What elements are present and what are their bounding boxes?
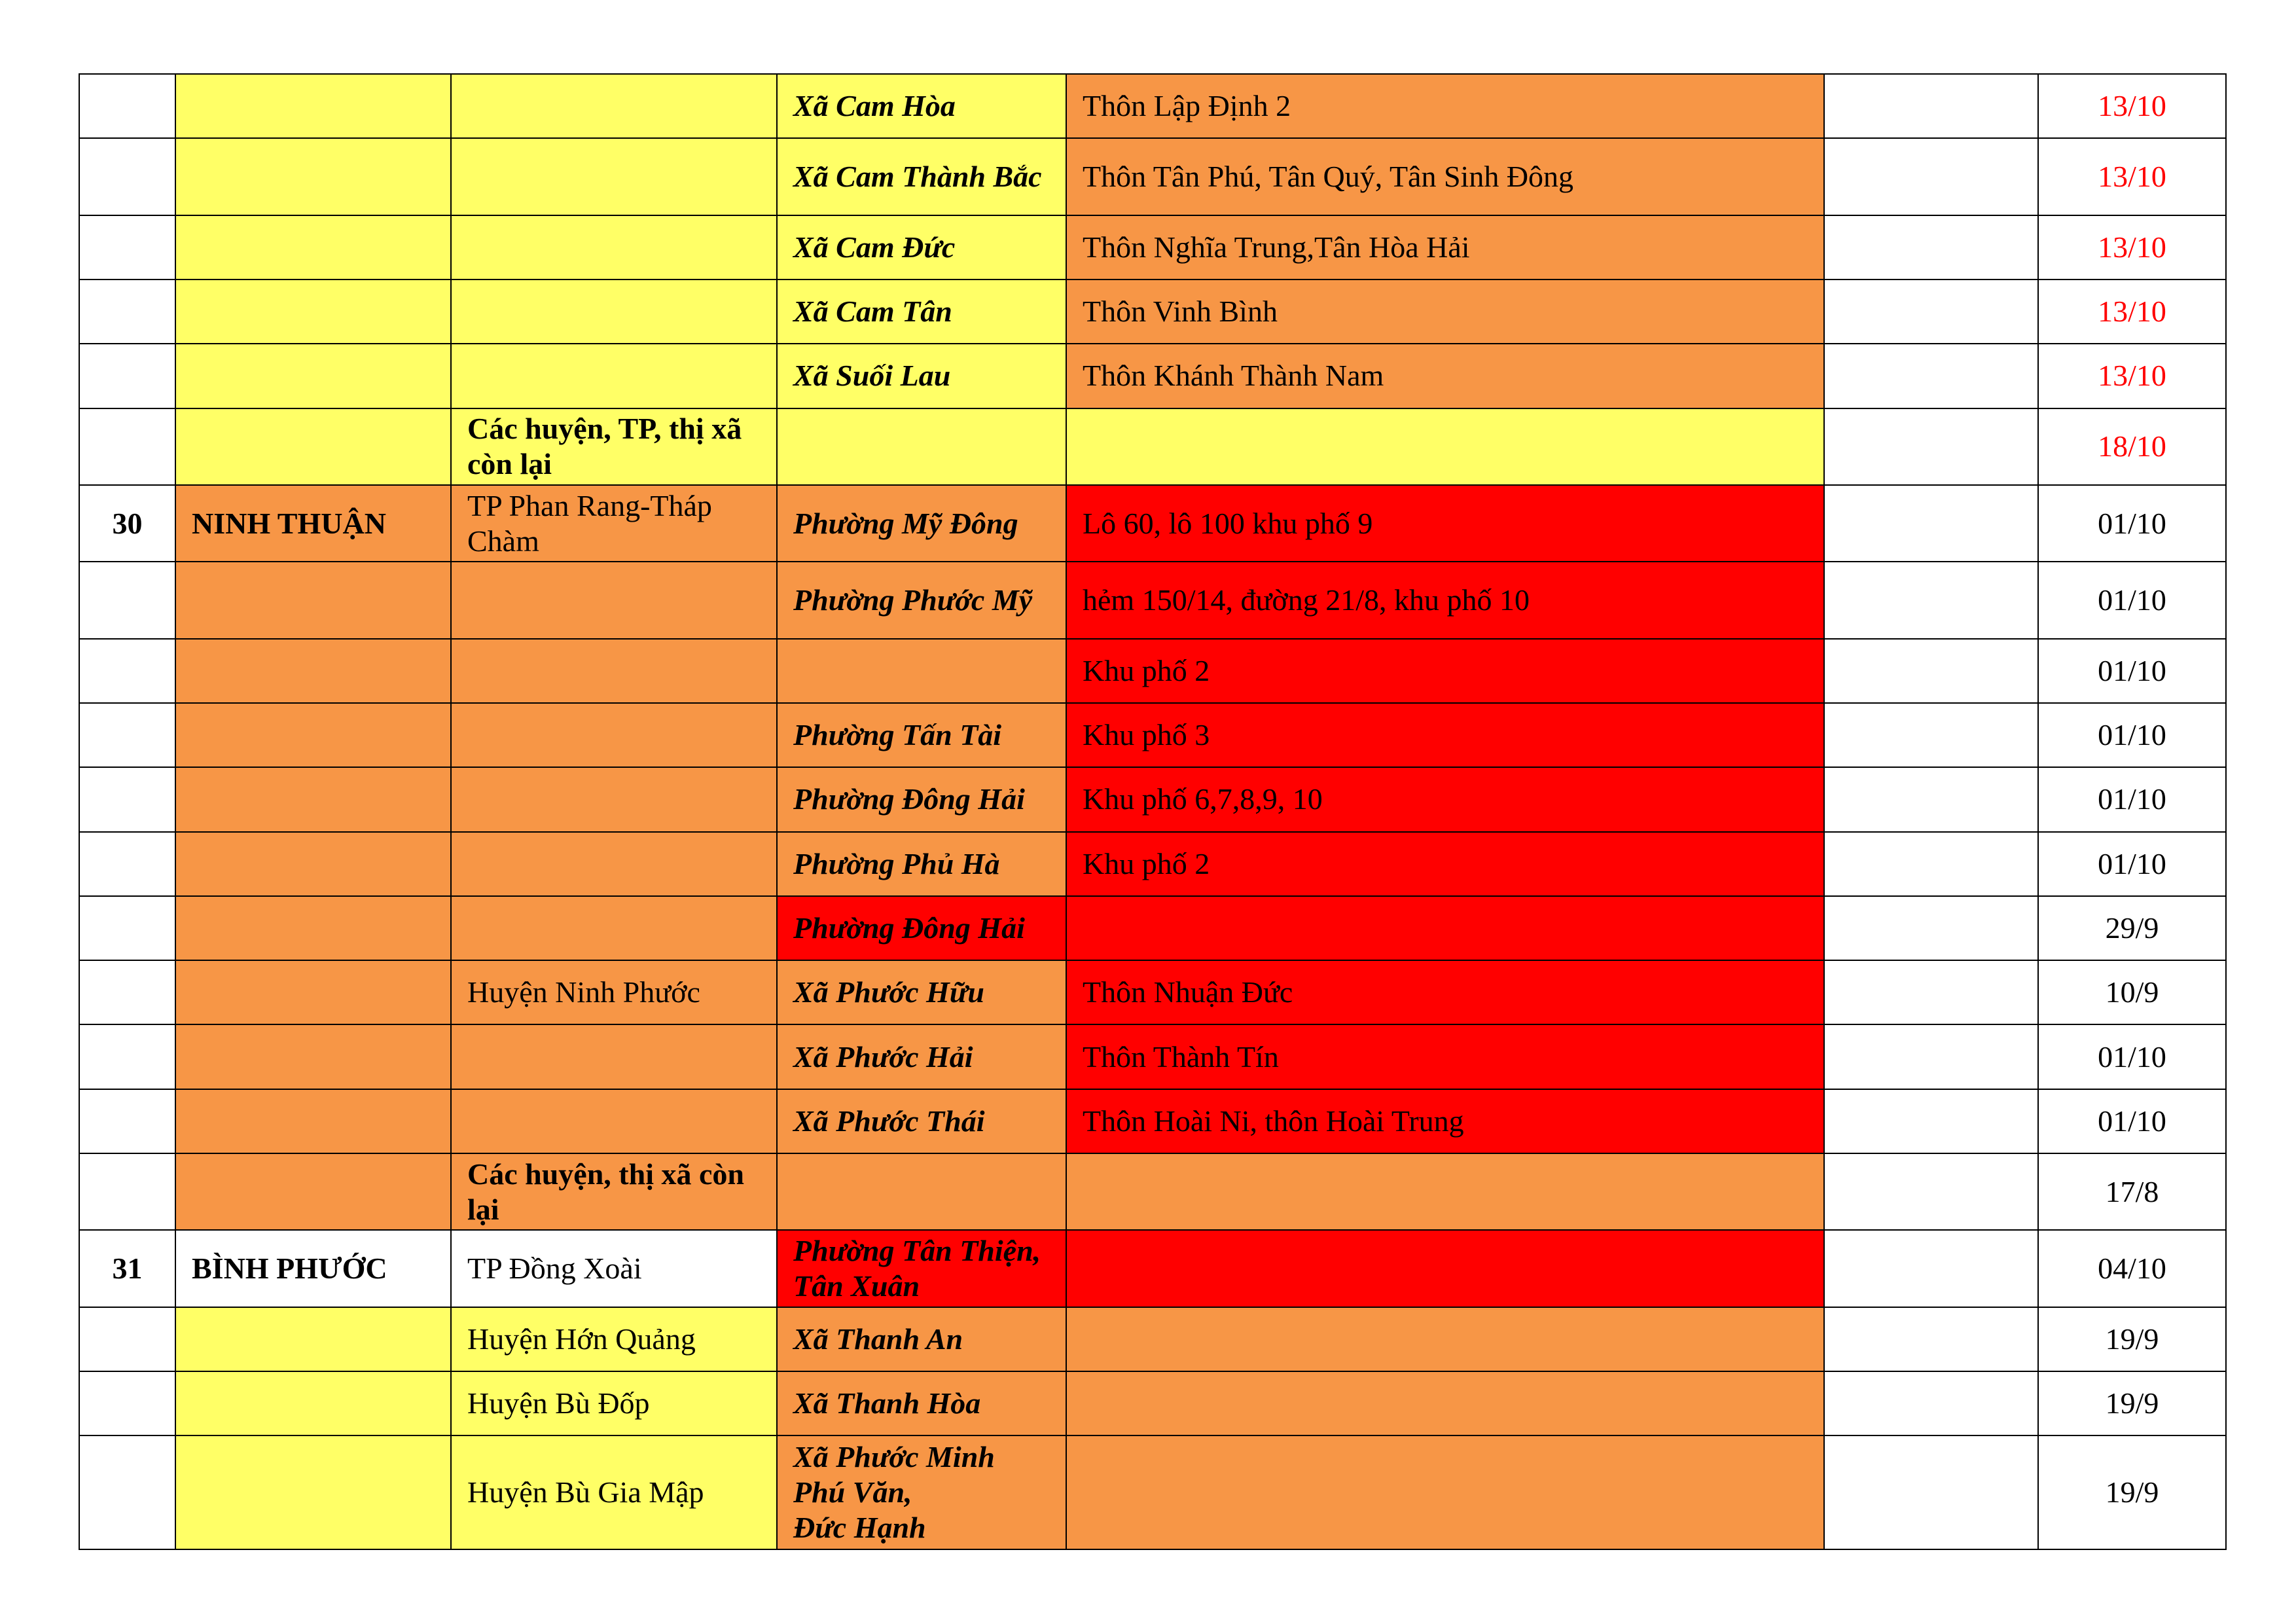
date-cell	[2038, 832, 2226, 896]
table-row	[79, 1153, 2226, 1230]
date-cell	[2038, 215, 2226, 280]
table-row	[79, 138, 2226, 215]
table-row	[79, 408, 2226, 485]
stt-cell-text: 31	[112, 1252, 143, 1286]
area-cell	[1066, 485, 1824, 562]
district-cell	[451, 485, 777, 562]
ward-cell-text: Xã Cam Hòa	[793, 89, 956, 123]
stt-cell	[79, 832, 175, 896]
area-cell	[1066, 1371, 1824, 1435]
area-cell-text: Thôn Nhuận Đức	[1083, 975, 1293, 1009]
district-cell-text: Huyện Bù Đốp	[467, 1386, 650, 1420]
table-row	[79, 215, 2226, 280]
ward-cell	[777, 1230, 1066, 1307]
province-cell	[175, 832, 451, 896]
district-cell-text: Huyện Bù Gia Mập	[467, 1475, 704, 1509]
table-row	[79, 1089, 2226, 1153]
district-cell	[451, 138, 777, 215]
district-cell	[451, 408, 777, 485]
table-row	[79, 485, 2226, 562]
note-cell	[1824, 896, 2038, 960]
district-cell	[451, 1435, 777, 1549]
note-cell	[1824, 562, 2038, 638]
table-row	[79, 74, 2226, 138]
area-cell	[1066, 1089, 1824, 1153]
area-cell	[1066, 344, 1824, 408]
ward-cell	[777, 1024, 1066, 1089]
table-row	[79, 280, 2226, 344]
stt-cell	[79, 960, 175, 1024]
note-cell	[1824, 960, 2038, 1024]
ward-cell	[777, 215, 1066, 280]
district-cell	[451, 1230, 777, 1307]
ward-cell-text: Xã Cam Đức	[793, 230, 956, 264]
stt-cell	[79, 215, 175, 280]
ward-cell	[777, 138, 1066, 215]
province-cell	[175, 485, 451, 562]
table-row	[79, 562, 2226, 638]
date-cell-text: 19/9	[2105, 1386, 2159, 1420]
table-row	[79, 344, 2226, 408]
area-cell-text: Khu phố 2	[1083, 846, 1210, 880]
date-cell	[2038, 562, 2226, 638]
area-cell-text: Lô 60, lô 100 khu phố 9	[1083, 506, 1373, 540]
district-cell	[451, 1307, 777, 1371]
note-cell	[1824, 1435, 2038, 1549]
district-cell	[451, 1089, 777, 1153]
ward-cell	[777, 74, 1066, 138]
date-cell	[2038, 408, 2226, 485]
ward-cell-text: Phường Tân Thiện, Tân Xuân	[793, 1234, 1041, 1303]
date-cell-text: 10/9	[2105, 975, 2159, 1009]
province-cell	[175, 74, 451, 138]
ward-cell-text: Xã Phước Hữu	[793, 975, 984, 1009]
area-cell	[1066, 280, 1824, 344]
province-cell	[175, 896, 451, 960]
district-cell-text: TP Phan Rang-Tháp Chàm	[467, 488, 712, 558]
date-cell-text: 01/10	[2098, 1039, 2166, 1074]
area-cell-text: Thôn Lập Định 2	[1083, 89, 1291, 123]
table-row	[79, 1307, 2226, 1371]
table-row	[79, 639, 2226, 703]
date-cell-text: 01/10	[2098, 1104, 2166, 1138]
district-cell-text: Huyện Ninh Phước	[467, 975, 700, 1009]
area-cell-text: Thôn Hoài Ni, thôn Hoài Trung	[1083, 1104, 1464, 1138]
province-cell	[175, 408, 451, 485]
ward-cell-text: Xã Thanh An	[793, 1322, 963, 1356]
stt-cell	[79, 138, 175, 215]
stt-cell-text: 30	[112, 506, 143, 540]
stt-cell	[79, 1089, 175, 1153]
stt-cell	[79, 1371, 175, 1435]
province-cell	[175, 639, 451, 703]
province-cell	[175, 562, 451, 638]
ward-cell	[777, 639, 1066, 703]
ward-cell-text: Xã Cam Tân	[793, 295, 952, 329]
district-cell	[451, 1371, 777, 1435]
ward-cell	[777, 960, 1066, 1024]
date-cell	[2038, 960, 2226, 1024]
area-cell-text: Khu phố 6,7,8,9, 10	[1083, 782, 1323, 816]
note-cell	[1824, 1307, 2038, 1371]
province-cell	[175, 215, 451, 280]
table-row	[79, 1230, 2226, 1307]
note-cell	[1824, 1371, 2038, 1435]
date-cell-text: 13/10	[2098, 359, 2166, 393]
ward-cell	[777, 408, 1066, 485]
date-cell-text: 04/10	[2098, 1252, 2166, 1286]
date-cell-text: 01/10	[2098, 653, 2166, 687]
date-cell	[2038, 1024, 2226, 1089]
date-cell	[2038, 138, 2226, 215]
area-cell	[1066, 832, 1824, 896]
area-cell	[1066, 1435, 1824, 1549]
note-cell	[1824, 408, 2038, 485]
province-cell	[175, 1024, 451, 1089]
ward-cell	[777, 1435, 1066, 1549]
stt-cell	[79, 485, 175, 562]
area-cell	[1066, 408, 1824, 485]
note-cell	[1824, 485, 2038, 562]
date-cell-text: 19/9	[2105, 1475, 2159, 1509]
ward-cell	[777, 1153, 1066, 1230]
province-cell	[175, 1435, 451, 1549]
area-cell	[1066, 767, 1824, 831]
date-cell-text: 18/10	[2098, 429, 2166, 463]
ward-cell	[777, 1307, 1066, 1371]
province-cell	[175, 280, 451, 344]
table-row	[79, 1024, 2226, 1089]
ward-cell-text: Xã Thanh Hòa	[793, 1386, 981, 1420]
ward-cell-text: Xã Cam Thành Bắc	[793, 159, 1042, 193]
province-cell	[175, 344, 451, 408]
area-cell	[1066, 138, 1824, 215]
stt-cell	[79, 562, 175, 638]
table-row	[79, 1371, 2226, 1435]
province-cell	[175, 1089, 451, 1153]
district-cell	[451, 896, 777, 960]
district-cell-text: Các huyện, TP, thị xã còn lại	[467, 412, 742, 481]
stt-cell	[79, 74, 175, 138]
ward-cell	[777, 1371, 1066, 1435]
area-cell-text: Thôn Tân Phú, Tân Quý, Tân Sinh Đông	[1083, 159, 1574, 193]
province-cell	[175, 767, 451, 831]
date-cell-text: 01/10	[2098, 718, 2166, 752]
province-cell	[175, 703, 451, 767]
note-cell	[1824, 1230, 2038, 1307]
ward-cell	[777, 832, 1066, 896]
area-cell	[1066, 896, 1824, 960]
district-cell	[451, 960, 777, 1024]
area-cell-text: Thôn Khánh Thành Nam	[1083, 359, 1384, 393]
ward-cell-text: Phường Mỹ Đông	[793, 506, 1018, 540]
ward-cell	[777, 562, 1066, 638]
table-row	[79, 832, 2226, 896]
date-cell	[2038, 344, 2226, 408]
note-cell	[1824, 703, 2038, 767]
area-cell	[1066, 215, 1824, 280]
province-cell	[175, 1307, 451, 1371]
date-cell-text: 01/10	[2098, 506, 2166, 540]
note-cell	[1824, 1024, 2038, 1089]
district-cell	[451, 767, 777, 831]
stt-cell	[79, 1307, 175, 1371]
date-cell-text: 13/10	[2098, 230, 2166, 264]
note-cell	[1824, 138, 2038, 215]
note-cell	[1824, 767, 2038, 831]
stt-cell	[79, 703, 175, 767]
district-cell	[451, 215, 777, 280]
date-cell	[2038, 1153, 2226, 1230]
district-cell	[451, 74, 777, 138]
date-cell-text: 01/10	[2098, 782, 2166, 816]
stt-cell	[79, 1435, 175, 1549]
ward-cell	[777, 767, 1066, 831]
date-cell	[2038, 703, 2226, 767]
area-cell	[1066, 1307, 1824, 1371]
date-cell	[2038, 74, 2226, 138]
date-cell-text: 01/10	[2098, 583, 2166, 617]
date-cell-text: 19/9	[2105, 1322, 2159, 1356]
table-row	[79, 703, 2226, 767]
table-row	[79, 1435, 2226, 1549]
province-cell-text: BÌNH PHƯỚC	[192, 1252, 387, 1286]
ward-cell	[777, 703, 1066, 767]
note-cell	[1824, 1089, 2038, 1153]
area-cell-text: Thôn Vinh Bình	[1083, 295, 1278, 329]
area-cell	[1066, 639, 1824, 703]
ward-cell-text: Phường Phước Mỹ	[793, 583, 1033, 617]
district-cell-text: TP Đồng Xoài	[467, 1252, 642, 1286]
district-cell	[451, 562, 777, 638]
date-cell	[2038, 896, 2226, 960]
table-row	[79, 960, 2226, 1024]
ward-cell-text: Phường Đông Hải	[793, 911, 1025, 945]
area-cell	[1066, 960, 1824, 1024]
table-row	[79, 896, 2226, 960]
ward-cell-text: Xã Phước Hải	[793, 1039, 973, 1074]
note-cell	[1824, 74, 2038, 138]
outbreak-table	[79, 73, 2227, 1550]
province-cell	[175, 960, 451, 1024]
ward-cell	[777, 1089, 1066, 1153]
area-cell-text: hẻm 150/14, đường 21/8, khu phố 10	[1083, 583, 1530, 617]
area-cell	[1066, 1153, 1824, 1230]
date-cell	[2038, 1089, 2226, 1153]
province-cell	[175, 1153, 451, 1230]
area-cell-text: Thôn Nghĩa Trung,Tân Hòa Hải	[1083, 230, 1470, 264]
note-cell	[1824, 344, 2038, 408]
area-cell	[1066, 1230, 1824, 1307]
stt-cell	[79, 1230, 175, 1307]
note-cell	[1824, 280, 2038, 344]
date-cell	[2038, 1435, 2226, 1549]
date-cell-text: 17/8	[2105, 1174, 2159, 1208]
province-cell-text: NINH THUẬN	[192, 506, 386, 540]
area-cell-text: Thôn Thành Tín	[1083, 1039, 1279, 1074]
ward-cell	[777, 344, 1066, 408]
area-cell-text: Khu phố 3	[1083, 718, 1210, 752]
district-cell	[451, 1024, 777, 1089]
district-cell	[451, 344, 777, 408]
ward-cell	[777, 896, 1066, 960]
ward-cell-text: Xã Phước Minh Phú Văn, Đức Hạnh	[793, 1440, 995, 1545]
date-cell	[2038, 280, 2226, 344]
district-cell	[451, 703, 777, 767]
date-cell-text: 13/10	[2098, 159, 2166, 193]
note-cell	[1824, 1153, 2038, 1230]
stt-cell	[79, 1024, 175, 1089]
area-cell	[1066, 562, 1824, 638]
date-cell-text: 13/10	[2098, 295, 2166, 329]
province-cell	[175, 1230, 451, 1307]
date-cell	[2038, 767, 2226, 831]
date-cell-text: 01/10	[2098, 846, 2166, 880]
stt-cell	[79, 408, 175, 485]
table-body	[79, 74, 2226, 1549]
area-cell	[1066, 703, 1824, 767]
ward-cell-text: Phường Phủ Hà	[793, 846, 1000, 880]
date-cell-text: 29/9	[2105, 911, 2159, 945]
district-cell	[451, 1153, 777, 1230]
province-cell	[175, 138, 451, 215]
note-cell	[1824, 215, 2038, 280]
stt-cell	[79, 896, 175, 960]
date-cell-text: 13/10	[2098, 89, 2166, 123]
note-cell	[1824, 832, 2038, 896]
note-cell	[1824, 639, 2038, 703]
date-cell	[2038, 1230, 2226, 1307]
area-cell	[1066, 1024, 1824, 1089]
ward-cell	[777, 280, 1066, 344]
ward-cell-text: Xã Phước Thái	[793, 1104, 985, 1138]
province-cell	[175, 1371, 451, 1435]
stt-cell	[79, 767, 175, 831]
table-row	[79, 767, 2226, 831]
stt-cell	[79, 1153, 175, 1230]
district-cell	[451, 832, 777, 896]
district-cell	[451, 280, 777, 344]
district-cell	[451, 639, 777, 703]
stt-cell	[79, 344, 175, 408]
date-cell	[2038, 1371, 2226, 1435]
area-cell-text: Khu phố 2	[1083, 653, 1210, 687]
stt-cell	[79, 639, 175, 703]
area-cell	[1066, 74, 1824, 138]
date-cell	[2038, 1307, 2226, 1371]
district-cell-text: Các huyện, thị xã còn lại	[467, 1157, 744, 1226]
date-cell	[2038, 485, 2226, 562]
ward-cell-text: Xã Suối Lau	[793, 359, 951, 393]
date-cell	[2038, 639, 2226, 703]
ward-cell-text: Phường Tấn Tài	[793, 718, 1002, 752]
stt-cell	[79, 280, 175, 344]
ward-cell	[777, 485, 1066, 562]
ward-cell-text: Phường Đông Hải	[793, 782, 1025, 816]
district-cell-text: Huyện Hớn Quảng	[467, 1322, 696, 1356]
